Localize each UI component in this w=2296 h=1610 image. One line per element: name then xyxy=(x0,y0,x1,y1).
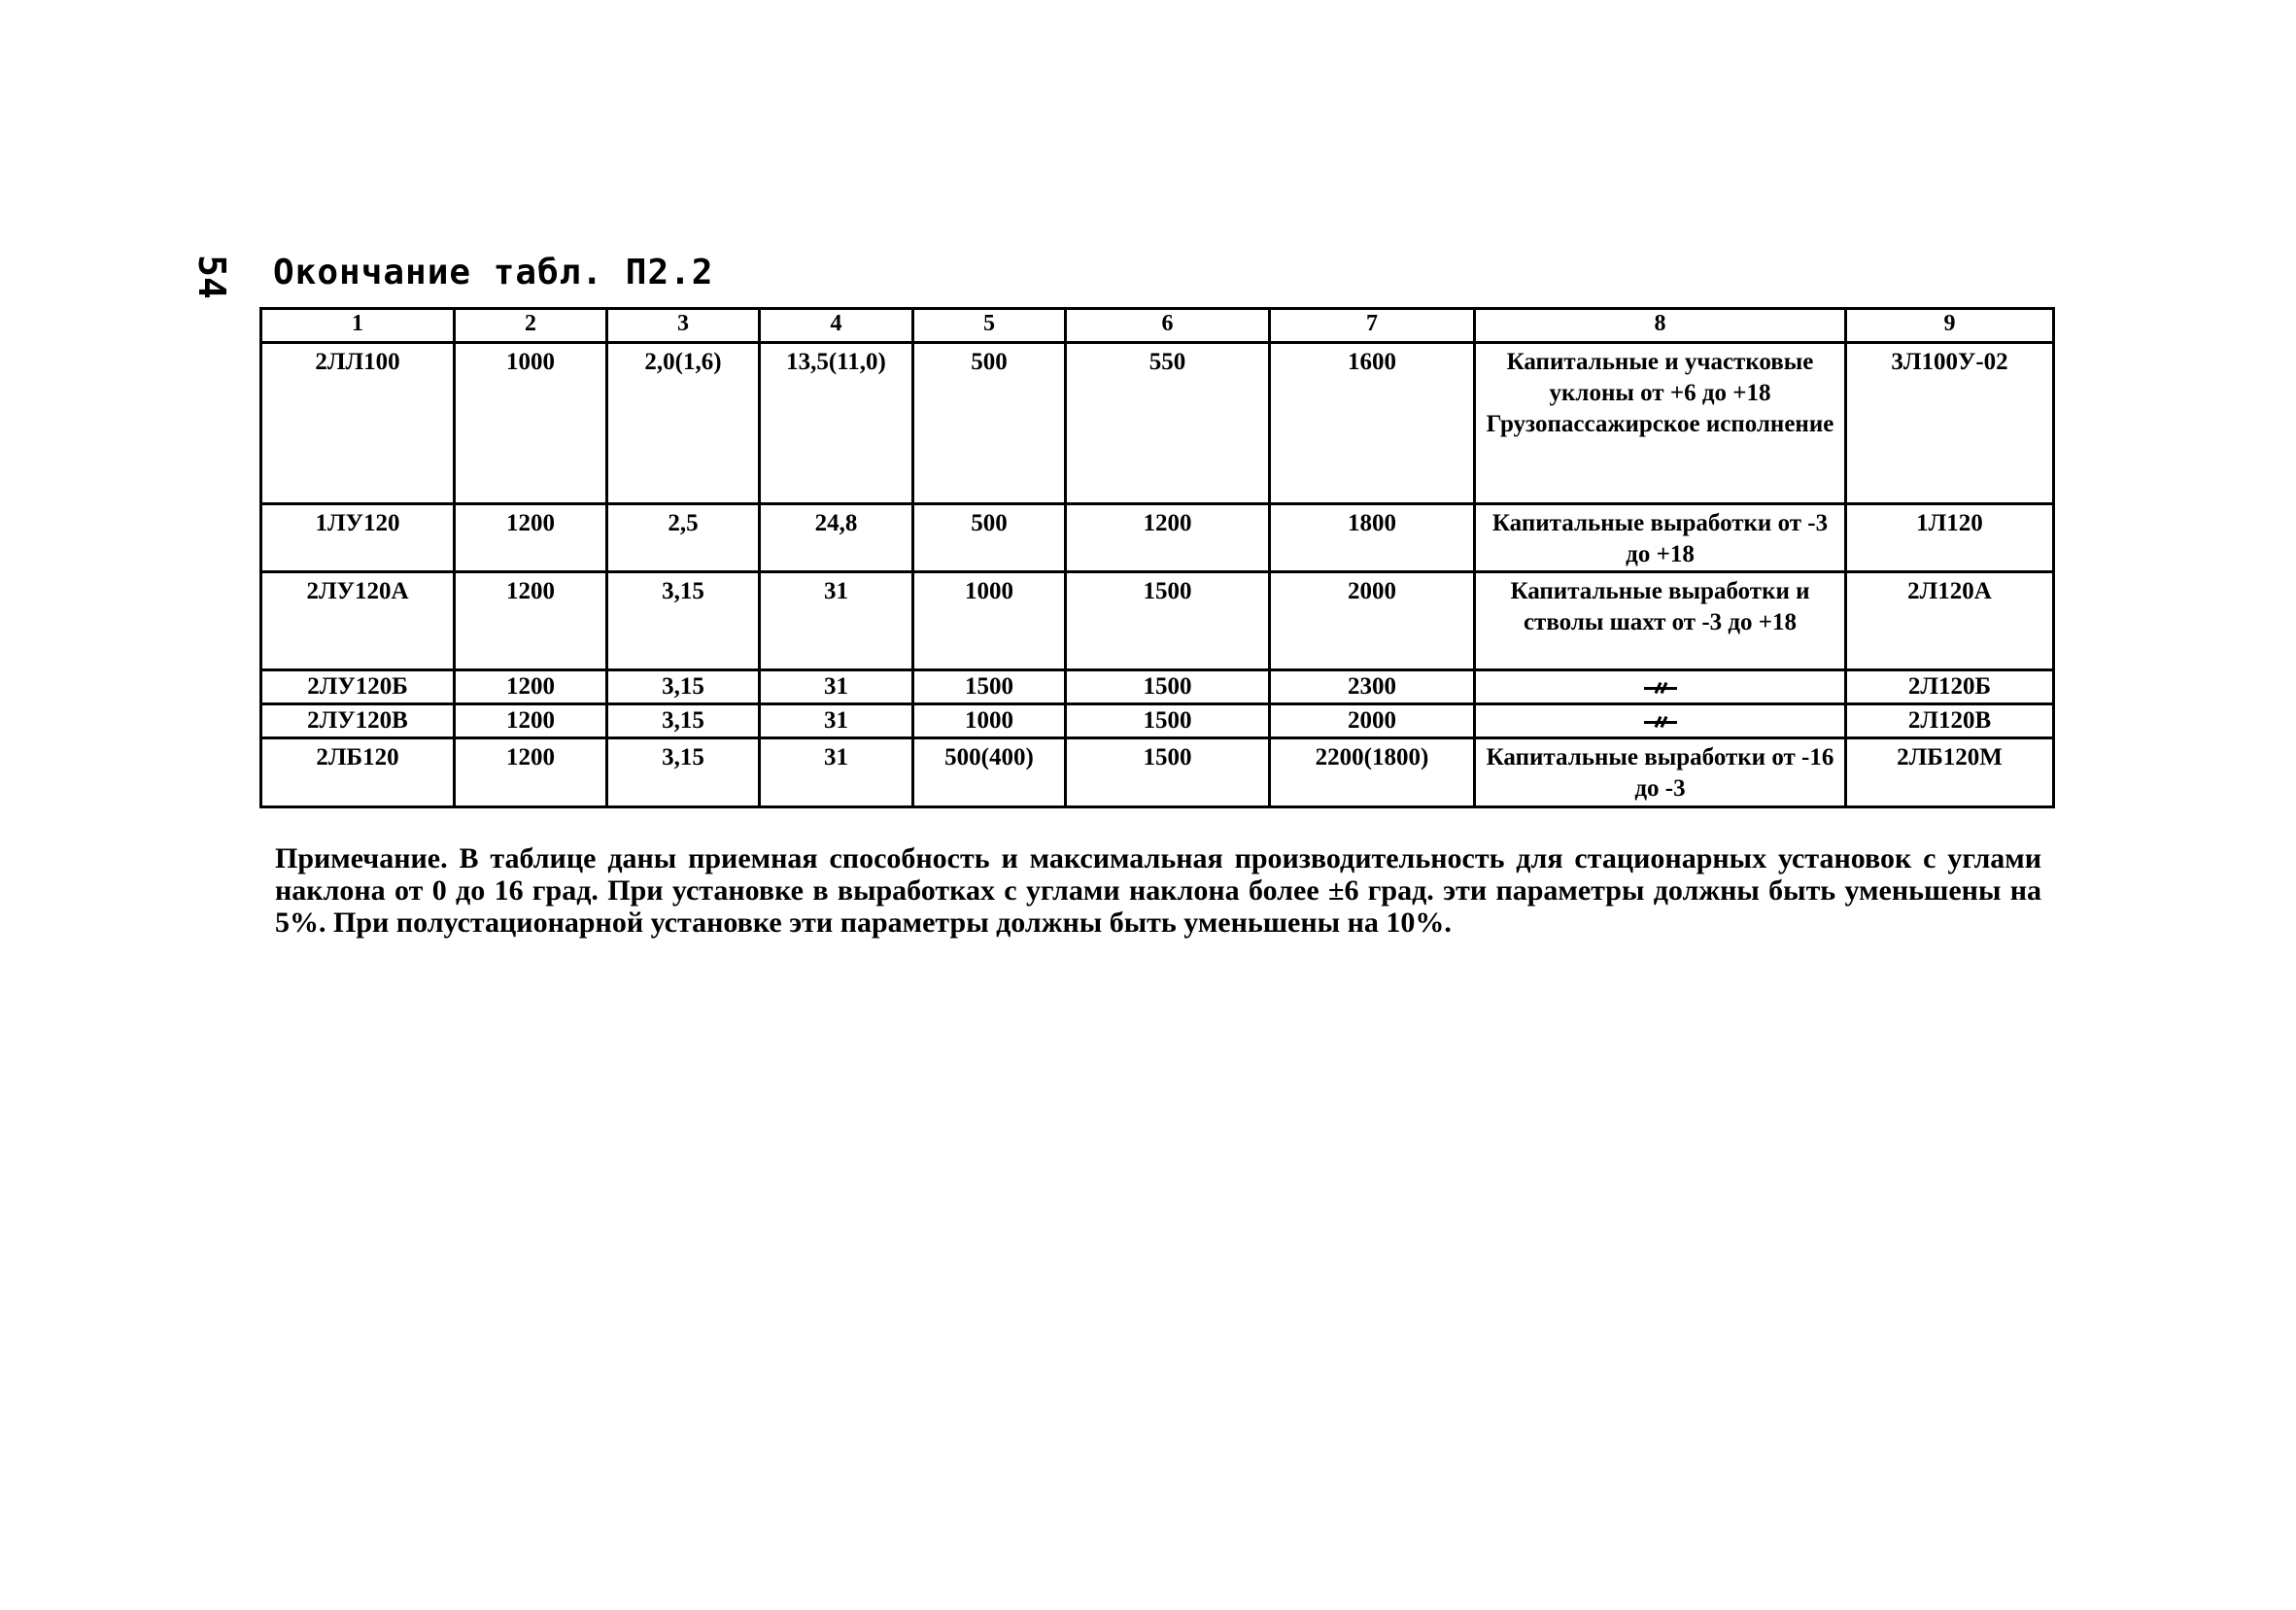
table-row xyxy=(261,572,2054,670)
cell: 1200 xyxy=(455,670,607,704)
cell-analog: 2ЛБ120М xyxy=(1846,738,2054,807)
cell: 1200 xyxy=(455,738,607,807)
cell-analog: 1Л120 xyxy=(1846,504,2054,572)
table-note: Примечание. В таблице даны приемная способность и максимальная производительность для стационарных установок с углами наклона от 0 до 16 град. При установке в выработках с углами наклона более ±6 град. эти параметры должны быть уменьшены на 5%. При полустационарной установке эти параметры должны быть уменьшены на 10%. xyxy=(275,842,2041,939)
cell: 3,15 xyxy=(607,704,760,738)
cell-application: Капитальные и участковые уклоны от +6 до +18 Грузопассажирское исполнение xyxy=(1475,343,1846,504)
header-cell: 1 xyxy=(261,309,455,343)
cell-model: 2ЛУ120В xyxy=(261,704,455,738)
header-cell: 9 xyxy=(1846,309,2054,343)
header-cell: 5 xyxy=(913,309,1066,343)
table-row xyxy=(261,738,2054,807)
cell: 1000 xyxy=(455,343,607,504)
header-cell: 2 xyxy=(455,309,607,343)
ditto-mark xyxy=(1644,687,1677,690)
cell: 2,0(1,6) xyxy=(607,343,760,504)
cell-application: Капитальные выработки от -16 до -3 xyxy=(1475,738,1846,807)
cell: 13,5(11,0) xyxy=(760,343,913,504)
cell: 2,5 xyxy=(607,504,760,572)
cell: 31 xyxy=(760,738,913,807)
cell: 3,15 xyxy=(607,738,760,807)
cell-application: Капитальные выработки и стволы шахт от -3 до +18 xyxy=(1475,572,1846,670)
cell: 24,8 xyxy=(760,504,913,572)
cell-model: 2ЛЛ100 xyxy=(261,343,455,504)
cell-model: 2ЛУ120А xyxy=(261,572,455,670)
cell: 1200 xyxy=(1066,504,1270,572)
cell: 1500 xyxy=(1066,572,1270,670)
cell: 2300 xyxy=(1270,670,1475,704)
table-row xyxy=(261,504,2054,572)
cell: 1000 xyxy=(913,704,1066,738)
cell: 2200(1800) xyxy=(1270,738,1475,807)
cell: 500 xyxy=(913,504,1066,572)
table-title: Окончание табл. П2.2 xyxy=(273,253,714,292)
cell: 1000 xyxy=(913,572,1066,670)
table-header-row xyxy=(261,309,2054,343)
cell: 2000 xyxy=(1270,572,1475,670)
cell-application xyxy=(1475,704,1846,738)
cell: 1200 xyxy=(455,704,607,738)
table-row xyxy=(261,343,2054,504)
table-row xyxy=(261,670,2054,704)
cell: 1500 xyxy=(1066,704,1270,738)
cell-application: Капитальные выработки от -3 до +18 xyxy=(1475,504,1846,572)
cell: 500(400) xyxy=(913,738,1066,807)
cell-model: 2ЛБ120 xyxy=(261,738,455,807)
cell-application xyxy=(1475,670,1846,704)
cell-model: 1ЛУ120 xyxy=(261,504,455,572)
cell: 31 xyxy=(760,572,913,670)
header-cell: 8 xyxy=(1475,309,1846,343)
cell: 500 xyxy=(913,343,1066,504)
cell: 1500 xyxy=(1066,738,1270,807)
cell: 3,15 xyxy=(607,572,760,670)
cell: 1600 xyxy=(1270,343,1475,504)
cell: 31 xyxy=(760,704,913,738)
cell-analog: 2Л120В xyxy=(1846,704,2054,738)
cell: 1500 xyxy=(1066,670,1270,704)
data-table xyxy=(259,307,2055,808)
ditto-mark xyxy=(1644,721,1677,724)
cell-model: 2ЛУ120Б xyxy=(261,670,455,704)
cell: 1500 xyxy=(913,670,1066,704)
header-cell: 3 xyxy=(607,309,760,343)
cell: 2000 xyxy=(1270,704,1475,738)
header-cell: 6 xyxy=(1066,309,1270,343)
cell-analog: 3Л100У-02 xyxy=(1846,343,2054,504)
cell-analog: 2Л120Б xyxy=(1846,670,2054,704)
table-row xyxy=(261,704,2054,738)
cell: 1200 xyxy=(455,572,607,670)
header-cell: 7 xyxy=(1270,309,1475,343)
cell: 1800 xyxy=(1270,504,1475,572)
cell: 3,15 xyxy=(607,670,760,704)
header-cell: 4 xyxy=(760,309,913,343)
page-number: 54 xyxy=(190,255,233,299)
cell-analog: 2Л120А xyxy=(1846,572,2054,670)
cell: 550 xyxy=(1066,343,1270,504)
cell: 1200 xyxy=(455,504,607,572)
cell: 31 xyxy=(760,670,913,704)
